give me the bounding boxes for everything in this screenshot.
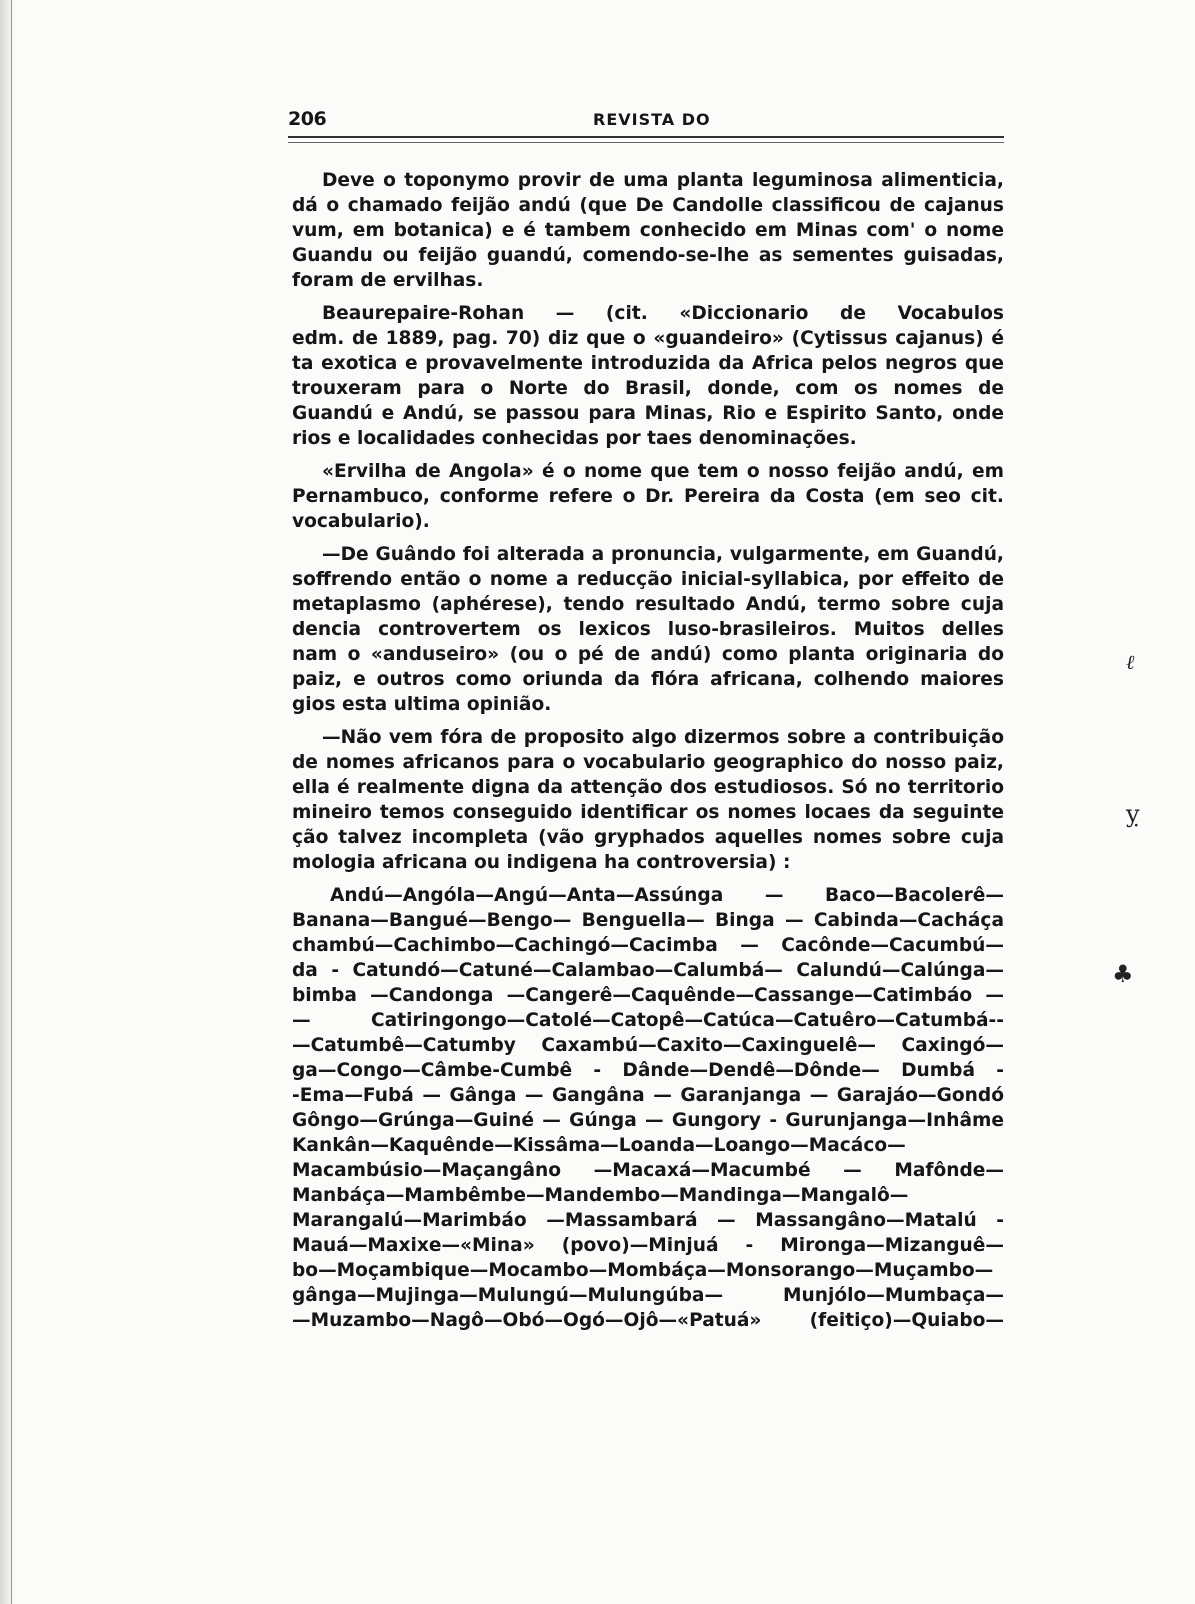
text-line: chambú—Cachimbo—Cachingó—Cacimba — Cacônde—Cacumbú—	[292, 935, 1004, 956]
text-line: Mauá—Maxixe—«Mina» (povo)—Minjuá - Mironga—Mizanguê—	[292, 1235, 1004, 1256]
text-line: dencia controvertem os lexicos luso-brasileiros. Muitos delles	[292, 619, 1004, 640]
text-line: —Não vem fóra de proposito algo dizermos sobre a contribuição	[322, 727, 1004, 748]
text-line: -Ema—Fubá — Gânga — Gangâna — Garanjanga — Garajáo—Gondó	[292, 1085, 1004, 1106]
paragraph-gap	[292, 451, 1004, 459]
text-line: paiz, e outros como oriunda da flóra africana, colhendo maiores	[292, 669, 1004, 690]
text-line: Kankân—Kaquênde—Kissâma—Loanda—Loango—Macáco—	[292, 1135, 906, 1156]
margin-mark-3: ♣	[1112, 960, 1134, 988]
running-head: REVISTA DO	[593, 110, 711, 129]
text-line: metaplasmo (aphérese), tendo resultado Andú, termo sobre cuja	[292, 594, 1004, 615]
text-line: Macambúsio—Maçangâno —Macaxá—Macumbé — Mafônde—	[292, 1160, 1004, 1181]
text-line: rios e localidades conhecidas por taes denominações.	[292, 428, 857, 449]
text-line: Guandu ou feijão guandú, comendo-se-lhe as sementes guisadas,	[292, 245, 1004, 266]
text-line: ção talvez incompleta (vão gryphados aquelles nomes sobre cuja	[292, 827, 1004, 848]
text-line: Banana—Bangué—Bengo— Benguella— Binga — Cabinda—Cacháça	[292, 910, 1004, 931]
text-line: foram de ervilhas.	[292, 270, 484, 291]
page-binding-edge	[11, 0, 12, 1604]
text-line: edm. de 1889, pag. 70) diz que o «guandeiro» (Cytissus cajanus) é	[292, 328, 1004, 349]
paragraph-gap	[292, 293, 1004, 301]
paragraph-gap	[292, 717, 1004, 725]
text-line: — Catiringongo—Catolé—Catopê—Catúca—Catuêro—Catumbá--	[292, 1010, 1004, 1031]
text-line: Guandú e Andú, se passou para Minas, Rio e Espirito Santo, onde	[292, 403, 1004, 424]
text-line: nam o «anduseiro» (ou o pé de andú) como planta originaria do	[292, 644, 1004, 665]
text-line: gios esta ultima opinião.	[292, 694, 552, 715]
text-line: mineiro temos conseguido identificar os nomes locaes da seguinte	[292, 802, 1004, 823]
header-rule	[288, 136, 1004, 143]
text-line: Deve o toponymo provir de uma planta leguminosa alimenticia,	[322, 170, 1004, 191]
text-line: Pernambuco, conforme refere o Dr. Pereira da Costa (em seo cit.	[292, 486, 1004, 507]
body-text	[292, 168, 1004, 1333]
text-line: vocabulario).	[292, 511, 430, 532]
margin-mark-2: ỵ	[1126, 800, 1140, 828]
text-line: mologia africana ou indigena ha controversia) :	[292, 852, 791, 873]
text-line: —Muzambo—Nagô—Obó—Ogó—Ojô—«Patuá» (feitiço)—Quiabo—	[292, 1310, 1004, 1331]
text-line: bimba —Candonga —Cangerê—Caquênde—Cassange—Catimbáo —	[292, 985, 1004, 1006]
text-line: Manbáça—Mambêmbe—Mandembo—Mandinga—Mangalô—	[292, 1185, 909, 1206]
text-line: trouxeram para o Norte do Brasil, donde, com os nomes de	[292, 378, 1004, 399]
margin-mark-1: ℓ	[1126, 650, 1135, 674]
text-line: ella é realmente digna da attenção dos estudiosos. Só no territorio	[292, 777, 1004, 798]
page-header	[288, 104, 1004, 140]
text-line: dá o chamado feijão andú (que De Candolle classificou de cajanus	[292, 195, 1004, 216]
text-line: vum, em botanica) e é tambem conhecido em Minas com' o nome	[292, 220, 1004, 241]
paragraph-gap	[292, 875, 1004, 883]
text-line: Marangalú—Marimbáo —Massambará — Massangâno—Matalú -	[292, 1210, 1004, 1231]
text-line: ga—Congo—Câmbe-Cumbê - Dânde—Dendê—Dônde— Dumbá -	[292, 1060, 1004, 1081]
page-number: 206	[288, 108, 327, 130]
text-line: soffrendo então o nome a reducção inicial-syllabica, por effeito de	[292, 569, 1004, 590]
text-line: Gôngo—Grúnga—Guiné — Gúnga — Gungory - Gurunjanga—Inhâme	[292, 1110, 1004, 1131]
text-line: da - Catundó—Catuné—Calambao—Calumbá— Calundú—Calúnga—	[292, 960, 1004, 981]
text-line: ta exotica e provavelmente introduzida da Africa pelos negros que	[292, 353, 1004, 374]
paragraph-gap	[292, 534, 1004, 542]
text-line: de nomes africanos para o vocabulario geographico do nosso paiz,	[292, 752, 1004, 773]
page-binding-shadow	[0, 0, 16, 1604]
text-line: Beaurepaire-Rohan — (cit. «Diccionario de Vocabulos	[322, 303, 1004, 324]
text-line: Andú—Angóla—Angú—Anta—Assúnga — Baco—Bacolerê—	[330, 885, 1004, 906]
text-line: —De Guândo foi alterada a pronuncia, vulgarmente, em Guandú,	[322, 544, 1004, 565]
text-line: gânga—Mujinga—Mulungú—Mulungúba— Munjólo—Mumbaça—	[292, 1285, 1004, 1306]
text-line: bo—Moçambique—Mocambo—Mombáça—Monsorango—Muçambo—	[292, 1260, 994, 1281]
text-line: «Ervilha de Angola» é o nome que tem o nosso feijão andú, em	[322, 461, 1004, 482]
text-line: —Catumbê—Catumby Caxambú—Caxito—Caxinguelê— Caxingó—	[292, 1035, 1004, 1056]
